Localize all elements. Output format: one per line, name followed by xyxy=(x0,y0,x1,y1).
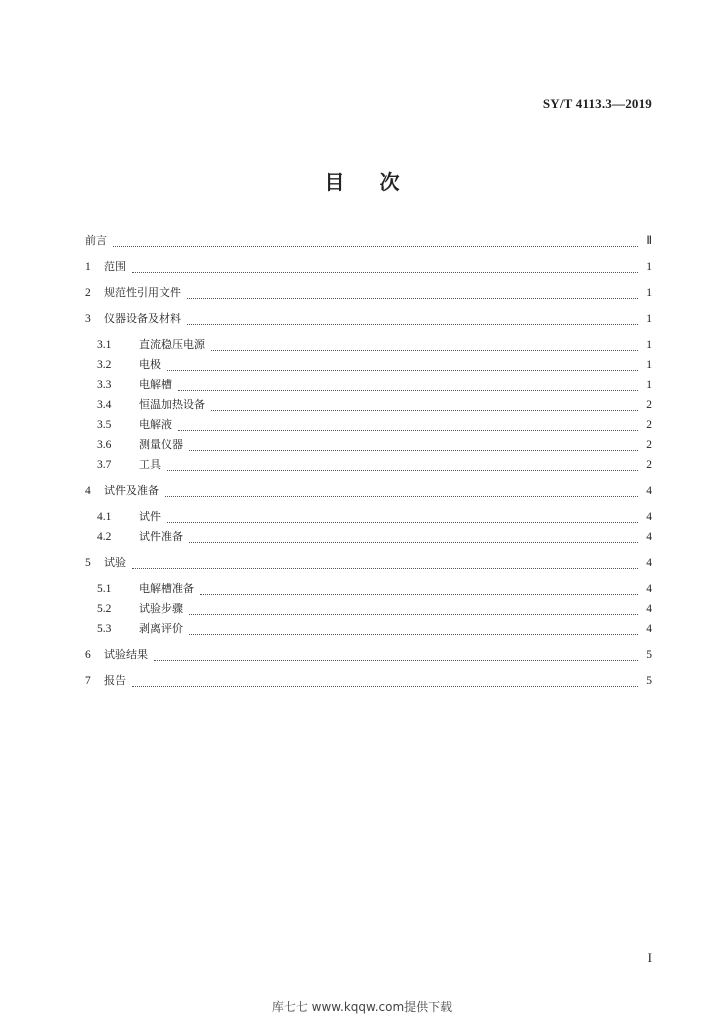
toc-entry[interactable] xyxy=(85,396,652,414)
toc-entry-label: 直流稳压电源 xyxy=(139,338,205,351)
toc-entry[interactable] xyxy=(85,620,652,638)
toc-entry[interactable] xyxy=(85,672,652,690)
toc-leader-dots xyxy=(132,258,638,273)
toc-entry-label: 范围 xyxy=(104,260,126,273)
toc-entry-page: 4 xyxy=(646,623,652,635)
toc-entry[interactable] xyxy=(85,436,652,454)
toc-entry-page: 2 xyxy=(646,419,652,431)
toc-entry-page: 2 xyxy=(646,399,652,411)
page-title xyxy=(0,166,724,195)
toc-leader-dots xyxy=(211,396,638,411)
toc-entry-number: 5.2 xyxy=(97,603,112,615)
toc-entry-page: 2 xyxy=(646,439,652,451)
toc-leader-dots xyxy=(189,620,638,635)
toc-leader-dots xyxy=(167,508,638,523)
toc-entry[interactable] xyxy=(85,508,652,526)
toc-entry[interactable] xyxy=(85,646,652,664)
toc-entry-page: 4 xyxy=(646,531,652,543)
toc-entry-label: 前言 xyxy=(85,234,107,247)
toc-entry[interactable] xyxy=(85,416,652,434)
toc-entry[interactable] xyxy=(85,232,652,250)
toc-entry-label: 工具 xyxy=(139,458,161,471)
toc-leader-dots xyxy=(154,646,638,661)
toc-entry-page: 1 xyxy=(646,379,652,391)
toc-leader-dots xyxy=(200,580,638,595)
toc-entry-number: 5.1 xyxy=(97,583,112,595)
toc-entry-label: 试验步骤 xyxy=(139,602,183,615)
toc-entry[interactable] xyxy=(85,258,652,276)
toc-entry-label: 试验结果 xyxy=(104,648,148,661)
toc-leader-dots xyxy=(113,232,638,247)
toc-leader-dots xyxy=(178,376,638,391)
toc-entry[interactable] xyxy=(85,482,652,500)
toc-entry[interactable] xyxy=(85,456,652,474)
toc-entry-label: 电极 xyxy=(139,358,161,371)
toc-entry-number: 3 xyxy=(85,313,91,325)
toc-entry-label: 仪器设备及材料 xyxy=(104,312,181,325)
toc-entry-page: 1 xyxy=(646,359,652,371)
toc-entry-label: 试件准备 xyxy=(139,530,183,543)
toc-entry-label: 规范性引用文件 xyxy=(104,286,181,299)
toc-entry-label: 电解槽准备 xyxy=(139,582,194,595)
toc-entry-page: 1 xyxy=(646,261,652,273)
toc-entry-number: 3.1 xyxy=(97,339,112,351)
toc-entry-page: 2 xyxy=(646,459,652,471)
toc-leader-dots xyxy=(189,436,638,451)
toc-entry[interactable] xyxy=(85,600,652,618)
toc-entry-label: 试验 xyxy=(104,556,126,569)
toc-entry-label: 恒温加热设备 xyxy=(139,398,205,411)
toc-entry-number: 4 xyxy=(85,485,91,497)
toc-leader-dots xyxy=(189,600,638,615)
toc-leader-dots xyxy=(132,554,638,569)
toc-entry-number: 6 xyxy=(85,649,91,661)
toc-leader-dots xyxy=(167,456,638,471)
toc-leader-dots xyxy=(165,482,638,497)
toc-entry-number: 3.7 xyxy=(97,459,112,471)
toc-entry-page: Ⅱ xyxy=(646,235,652,247)
toc-entry-page: 1 xyxy=(646,313,652,325)
toc-entry[interactable] xyxy=(85,528,652,546)
toc-entry-number: 4.1 xyxy=(97,511,112,523)
toc-leader-dots xyxy=(211,336,638,351)
toc-entry-label: 试件及准备 xyxy=(104,484,159,497)
toc-entry-label: 报告 xyxy=(104,674,126,687)
title-char-1: 目 xyxy=(324,170,345,194)
toc-entry-page: 4 xyxy=(646,583,652,595)
toc-leader-dots xyxy=(178,416,638,431)
page-number: I xyxy=(647,950,652,965)
toc-entry[interactable] xyxy=(85,580,652,598)
title-char-2: 次 xyxy=(379,170,400,194)
toc-entry-number: 1 xyxy=(85,261,91,273)
toc-entry[interactable] xyxy=(85,554,652,572)
download-watermark: 库七七 www.kqqw.com提供下载 xyxy=(271,1000,453,1014)
toc-leader-dots xyxy=(187,284,638,299)
toc-entry-page: 4 xyxy=(646,557,652,569)
toc-entry-number: 3.2 xyxy=(97,359,112,371)
toc-entry-page: 4 xyxy=(646,485,652,497)
toc-entry-label: 测量仪器 xyxy=(139,438,183,451)
standard-code: SY/T 4113.3—2019 xyxy=(542,96,652,111)
toc-leader-dots xyxy=(189,528,638,543)
toc-entry-number: 2 xyxy=(85,287,91,299)
toc-entry-number: 3.5 xyxy=(97,419,112,431)
toc-entry-number: 3.4 xyxy=(97,399,112,411)
toc-entry-number: 5.3 xyxy=(97,623,112,635)
toc-entry-page: 5 xyxy=(646,649,652,661)
toc-entry-label: 试件 xyxy=(139,510,161,523)
toc-entry-number: 5 xyxy=(85,557,91,569)
toc-entry-number: 4.2 xyxy=(97,531,112,543)
toc-leader-dots xyxy=(187,310,638,325)
toc-entry-page: 1 xyxy=(646,339,652,351)
toc-leader-dots xyxy=(167,356,638,371)
toc-entry-page: 4 xyxy=(646,511,652,523)
toc-entry-label: 电解槽 xyxy=(139,378,172,391)
toc-entry[interactable] xyxy=(85,284,652,302)
toc-entry-number: 3.3 xyxy=(97,379,112,391)
toc-entry-number: 3.6 xyxy=(97,439,112,451)
toc-entry-label: 电解液 xyxy=(139,418,172,431)
toc-entry-page: 4 xyxy=(646,603,652,615)
toc-entry[interactable] xyxy=(85,356,652,374)
toc-entry-page: 1 xyxy=(646,287,652,299)
toc-leader-dots xyxy=(132,672,638,687)
toc-entry[interactable] xyxy=(85,310,652,328)
toc-entry-page: 5 xyxy=(646,675,652,687)
toc-entry-label: 剥离评价 xyxy=(139,622,183,635)
toc-entry-number: 7 xyxy=(85,675,91,687)
toc-entry[interactable] xyxy=(85,376,652,394)
toc-entry[interactable] xyxy=(85,336,652,354)
